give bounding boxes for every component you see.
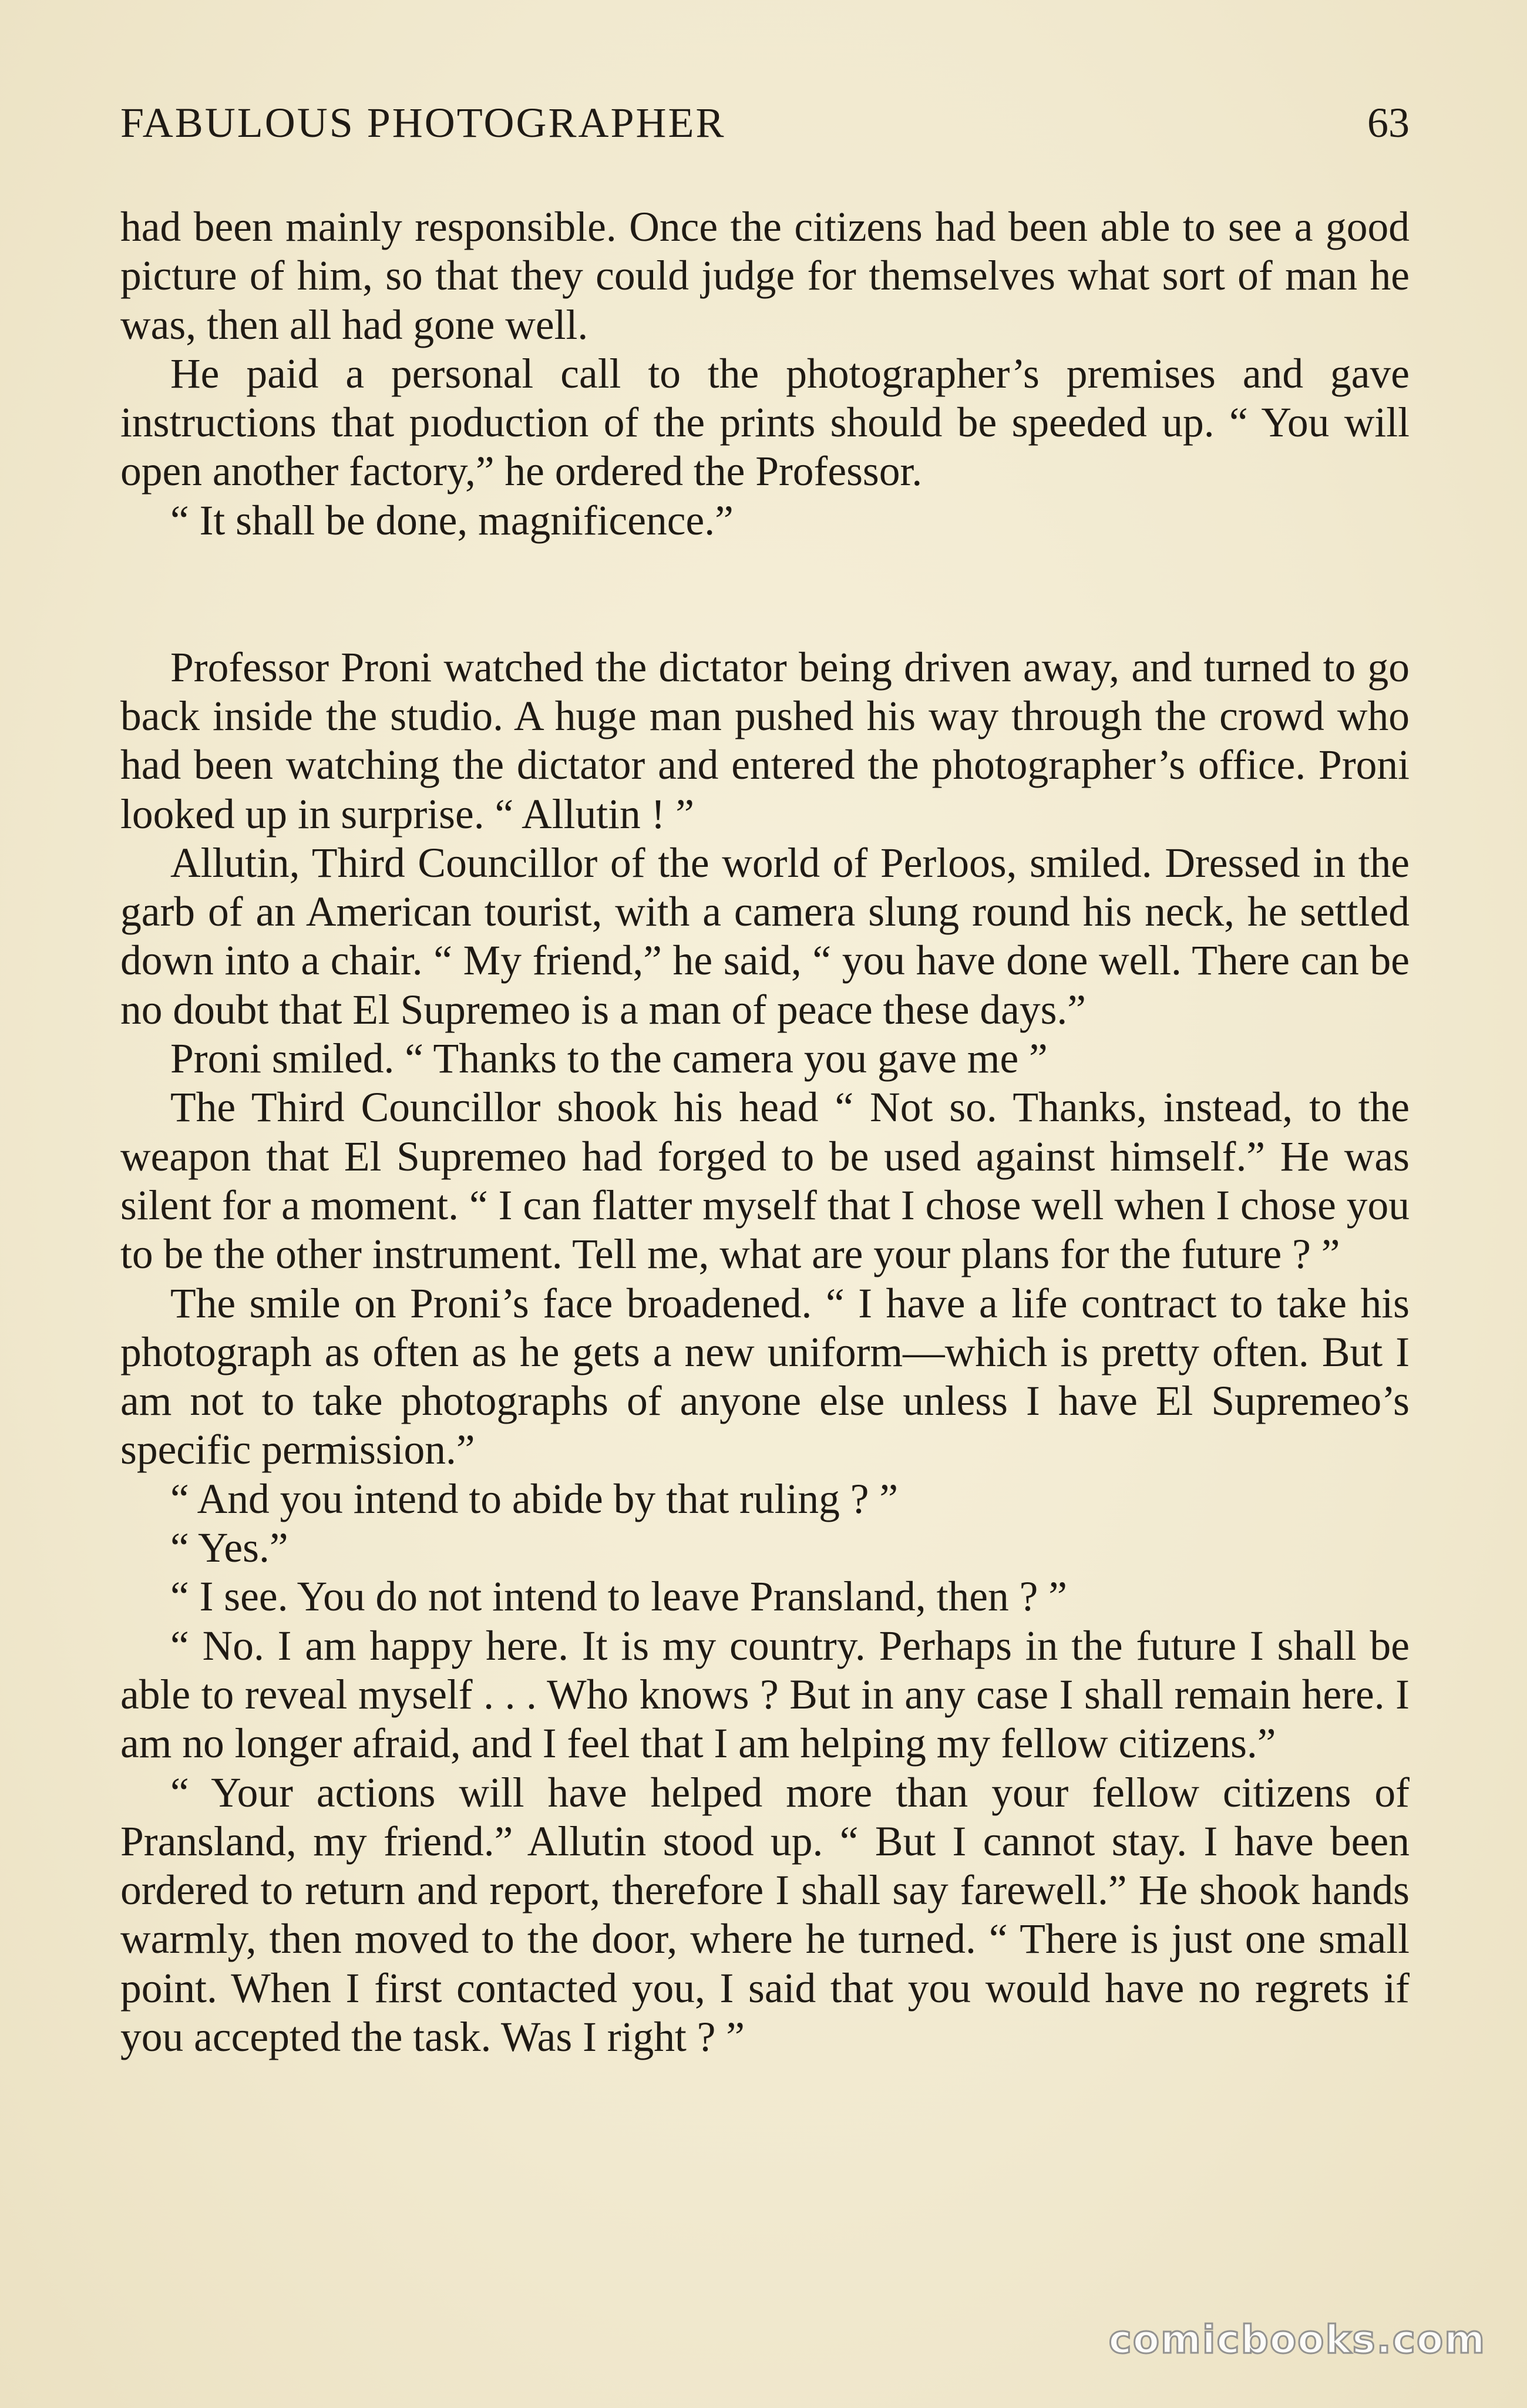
paragraph: “ And you intend to abide by that ruling ? ”: [170, 1475, 899, 1522]
paragraph: “ I see. You do not intend to leave Pransland, then ? ”: [170, 1573, 1067, 1620]
paragraph: He paid a personal call to the photographer’s premises and gave instructions that pıoduction of the prints should be speeded up. “ You will open another factory,” he ordered the Professor.: [120, 350, 1410, 495]
paragraph: had been mainly responsible. Once the citizens had been able to see a good picture of him, so that they could judge for themselves what sort of man he was, then all had gone well.: [120, 204, 1410, 348]
running-head: [120, 99, 1410, 163]
page-number: 63: [1367, 99, 1410, 146]
body-text: [120, 203, 1410, 2061]
paragraph: The Third Councillor shook his head “ Not so. Thanks, instead, to the weapon that El Supremeo had forged to be used against himself.” He was silent for a moment. “ I can flatter myself that I chose well when I chose you to be the other instrument. Tell me, what are your plans for the future ? ”: [120, 1084, 1410, 1278]
paragraph: “ Your actions will have helped more than your fellow citizens of Pransland, my friend.” Allutin stood up. “ But I cannot stay. I have been ordered to return and report, therefore I shall say farewell.” He shook hands warmly, then moved to the door, where he turned. “ There is just one small point. When I first contacted you, I said that you would have no regrets if you accepted the task. Was I right ? ”: [120, 1769, 1410, 2060]
paragraph: “ It shall be done, magnificence.”: [170, 497, 734, 544]
watermark: comicbooks.com: [1108, 2317, 1486, 2362]
paragraph: “ No. I am happy here. It is my country. Perhaps in the future I shall be able to reveal myself . . . Who knows ? But in any case I shall remain here. I am no longer afraid, and I feel that I am helping my fellow citizens.”: [120, 1622, 1410, 1767]
paragraph: “ Yes.”: [170, 1525, 288, 1572]
paragraph: Professor Proni watched the dictator being driven away, and turned to go back inside the studio. A huge man pushed his way through the crowd who had been watching the dictator and entered the photographer’s office. Proni looked up in surprise. “ Allutin ! ”: [120, 644, 1410, 838]
paragraph: The smile on Proni’s face broadened. “ I have a life contract to take his photograph as often as he gets a new uniform—which is pretty often. But I am not to take photographs of anyone else unless I have El Supremeo’s specific permission.”: [120, 1280, 1410, 1474]
running-head-title: FABULOUS PHOTOGRAPHER: [120, 99, 726, 146]
paragraph: Allutin, Third Councillor of the world of Perloos, smiled. Dressed in the garb of an American tourist, with a camera slung round his neck, he settled down into a chair. “ My friend,” he said, “ you have done well. There can be no doubt that El Supremeo is a man of peace these days.”: [120, 839, 1410, 1033]
paragraph: Proni smiled. “ Thanks to the camera you gave me ”: [170, 1035, 1048, 1082]
